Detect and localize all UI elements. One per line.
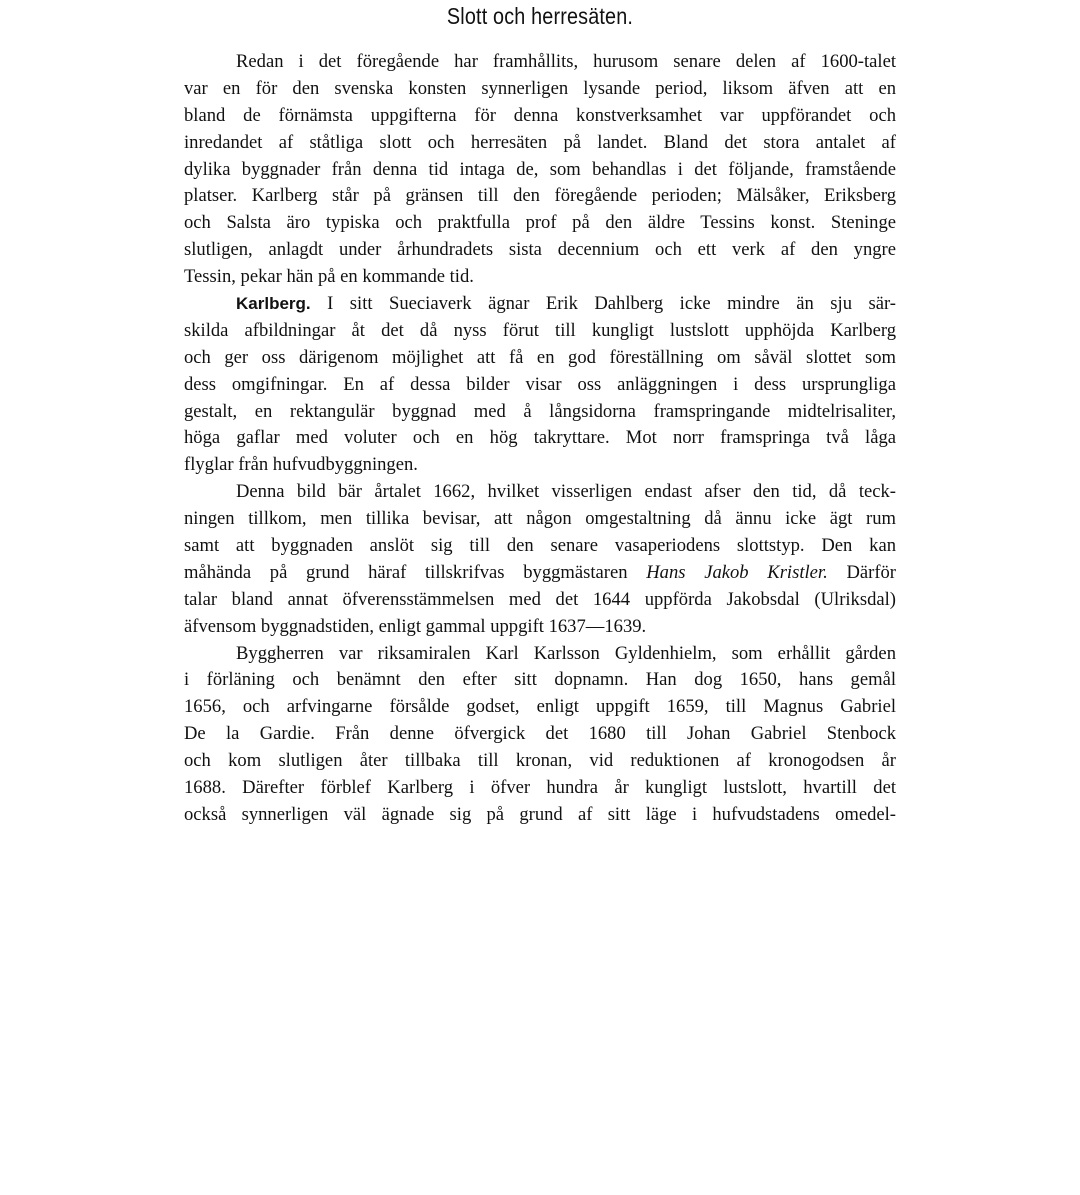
- text-line: De la Gardie. Från denne öfvergick det 1680 till Johan Gabriel Stenbock: [184, 723, 896, 745]
- text-line: äfvensom byggnadstiden, enligt gammal uppgift 1637—1639.: [184, 615, 647, 637]
- text-line: Tessin, pekar hän på en kommande tid.: [184, 266, 474, 288]
- text-line: Byggherren var riksamiralen Karl Karlsson Gyldenhielm, som erhållit gården: [236, 642, 896, 664]
- paragraph-intro: [184, 49, 896, 291]
- text-line: 1656, och arfvingarne försålde godset, enligt uppgift 1659, till Magnus Gabriel: [184, 696, 896, 718]
- italic-name: Hans Jakob Kristler.: [646, 561, 828, 583]
- text-line: 1688. Därefter förblef Karlberg i öfver hundra år kungligt lustslott, hvartill det: [184, 777, 896, 799]
- text-fragment: måhända på grund häraf tillskrifvas byggmästaren: [184, 561, 647, 583]
- text-line: [184, 291, 896, 318]
- text-line: platser. Karlberg står på gränsen till den föregående perioden; Mälsåker, Eriksberg: [184, 185, 896, 207]
- text-line: och kom slutligen åter tillbaka till kronan, vid reduktionen af kronogodsen år: [184, 750, 896, 772]
- text-fragment: Därför: [827, 561, 897, 583]
- text-fragment: I sitt Sueciaverk ägnar Erik Dahlberg icke mindre än sju sär-: [310, 293, 896, 315]
- text-line: Redan i det föregående har framhållits, hurusom senare delen af 1600-talet: [236, 51, 896, 72]
- text-line: skilda afbildningar åt det då nyss förut till kungligt lustslott upphöjda Karlberg: [184, 319, 896, 341]
- text-line: bland de förnämsta uppgifterna för denna konstverksamhet var uppförandet och: [184, 104, 896, 126]
- text-line: Denna bild bär årtalet 1662, hvilket visserligen endast afser den tid, då teck-: [236, 481, 896, 503]
- text-line: gestalt, en rektangulär byggnad med å långsidorna framspringande midtelrisaliter,: [184, 400, 896, 422]
- text-line: i förläning och benämnt den efter sitt dopnamn. Han dog 1650, hans gemål: [184, 669, 896, 691]
- paragraph-karlberg: [184, 291, 896, 479]
- text-line: höga gaflar med voluter och en hög takryttare. Mot norr framspringa två låga: [184, 427, 896, 449]
- page-title: Slott och herresäten.: [446, 3, 634, 29]
- text-line: slutligen, anlagdt under århundradets sista decennium och ett verk af den yngre: [184, 239, 896, 261]
- text-line: och Salsta äro typiska och praktfulla prof på den äldre Tessins konst. Steninge: [184, 212, 896, 234]
- text-line: var en för den svenska konsten synnerligen lysande period, liksom äfven att en: [184, 77, 896, 99]
- text-line: dess omgifningar. En af dessa bilder visar oss anläggningen i dess ursprungliga: [184, 373, 896, 395]
- text-line: [184, 560, 896, 587]
- text-line: dylika byggnader från denna tid intaga de, som behandlas i det följande, framstående: [184, 158, 896, 180]
- body-text: [184, 49, 896, 829]
- paragraph-denna-bild: [184, 479, 896, 640]
- text-line: och ger oss därigenom möjlighet att få en god föreställning om såväl slottet som: [184, 346, 896, 368]
- text-line: också synnerligen väl ägnade sig på grund af sitt läge i hufvudstadens omedel-: [184, 803, 896, 825]
- text-line: inredandet af ståtliga slott och herresäten på landet. Bland det stora antalet af: [184, 131, 896, 153]
- text-line: ningen tillkom, men tillika bevisar, att någon omgestaltning då ännu icke ägt rum: [184, 508, 896, 530]
- paragraph-byggherren: [184, 641, 896, 829]
- text-line: flyglar från hufvudbyggningen.: [184, 454, 418, 476]
- text-line: talar bland annat öfverensstämmelsen med det 1644 uppförda Jakobsdal (Ulriksdal): [184, 588, 896, 610]
- section-heading-karlberg: Karlberg.: [236, 294, 311, 314]
- text-line: samt att byggnaden anslöt sig till den senare vasaperiodens slottstyp. Den kan: [184, 535, 896, 557]
